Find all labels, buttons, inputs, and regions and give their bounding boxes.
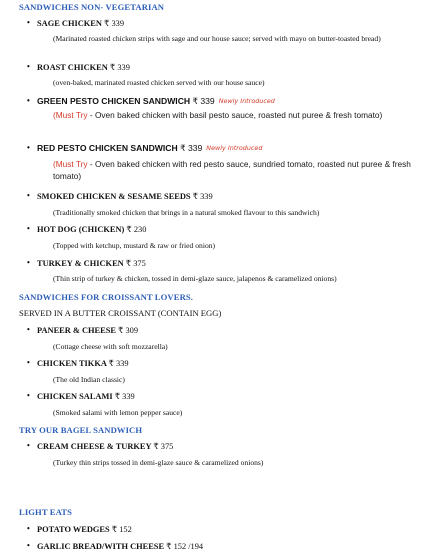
bullet: • bbox=[27, 258, 30, 267]
item-name: POTATO WEDGES bbox=[37, 525, 110, 534]
menu-item-green-pesto bbox=[27, 96, 275, 107]
item-name: PANEER & CHEESE bbox=[37, 326, 116, 335]
bullet: • bbox=[27, 191, 30, 200]
item-name: SAGE CHICKEN bbox=[37, 19, 102, 28]
item-name: RED PESTO CHICKEN SANDWICH bbox=[37, 143, 178, 153]
bullet: • bbox=[27, 441, 30, 450]
bullet: • bbox=[27, 18, 30, 27]
section-heading-non-veg: SANDWICHES NON- VEGETARIAN bbox=[19, 2, 165, 12]
item-description: (oven-baked, marinated roasted chicken served with our house sauce) bbox=[53, 78, 265, 87]
item-name: CHICKEN SALAMI bbox=[37, 392, 113, 401]
item-description bbox=[53, 159, 418, 182]
description-text: - Oven baked chicken with basil pesto sauce, roasted nut puree & fresh tomato) bbox=[87, 110, 383, 120]
bullet: • bbox=[27, 96, 30, 105]
item-description: (The old Indian classic) bbox=[53, 375, 125, 384]
item-price: ₹ 309 bbox=[118, 326, 139, 335]
item-name: CREAM CHEESE & TURKEY bbox=[37, 442, 152, 451]
item-description: (Turkey thin strips tossed in demi-glaze sauce & caramelized onions) bbox=[53, 458, 264, 467]
description-text: - Oven baked chicken with red pesto sauce, sundried tomato, roasted nut puree & fresh tomato) bbox=[53, 159, 411, 181]
newly-introduced-tag: Newly Introduced bbox=[218, 97, 275, 105]
item-name: CHICKEN TIKKA bbox=[37, 359, 107, 368]
item-description: (Marinated roasted chicken strips with sage and our house sauce; served with mayo on butter-toasted bread) bbox=[53, 34, 381, 43]
menu-item-hot-dog bbox=[27, 224, 147, 234]
menu-item-smoked-chicken bbox=[27, 191, 213, 201]
menu-item-garlic-bread bbox=[27, 541, 204, 551]
section-heading-croissant: SANDWICHES FOR CROISSANT LOVERS. bbox=[19, 292, 194, 302]
item-description: (Thin strip of turkey & chicken, tossed in demi-glaze sauce, jalapenos & caramelized onions) bbox=[53, 274, 337, 283]
menu-item-chicken-salami bbox=[27, 391, 135, 401]
item-name: ROAST CHICKEN bbox=[37, 63, 108, 72]
item-price: ₹ 339 bbox=[114, 392, 135, 401]
item-name: GARLIC BREAD/WITH CHEESE bbox=[37, 542, 165, 551]
menu-item-red-pesto bbox=[27, 143, 263, 154]
item-price: ₹ 339 bbox=[109, 63, 130, 72]
bullet: • bbox=[27, 541, 30, 550]
item-price: ₹ 339 bbox=[192, 96, 215, 106]
item-price: ₹ 339 bbox=[104, 19, 125, 28]
item-price: ₹ 339 bbox=[192, 192, 213, 201]
item-price: ₹ 152 /194 bbox=[166, 542, 204, 551]
menu-item-paneer-cheese bbox=[27, 325, 139, 335]
item-description: (Traditionally smoked chicken that brings in a natural smoked flavour to this sandwich) bbox=[53, 208, 320, 217]
section-heading-light-eats: LIGHT EATS bbox=[19, 507, 72, 517]
item-price: ₹ 375 bbox=[153, 442, 174, 451]
item-description: (Cottage cheese with soft mozzarella) bbox=[53, 342, 168, 351]
item-description bbox=[53, 110, 418, 122]
bullet: • bbox=[27, 143, 30, 152]
bullet: • bbox=[27, 62, 30, 71]
menu-item-chicken-tikka bbox=[27, 358, 129, 368]
item-name: SMOKED CHICKEN & SESAME SEEDS bbox=[37, 192, 191, 201]
must-try-label: (Must Try bbox=[53, 159, 88, 169]
item-description: (Smoked salami with lemon pepper sauce) bbox=[53, 408, 183, 417]
bullet: • bbox=[27, 224, 30, 233]
item-name: GREEN PESTO CHICKEN SANDWICH bbox=[37, 96, 191, 106]
item-description: (Topped with ketchup, mustard & raw or fried onion) bbox=[53, 241, 216, 250]
menu-item-roast-chicken bbox=[27, 62, 130, 72]
item-price: ₹ 152 bbox=[111, 525, 132, 534]
bullet: • bbox=[27, 524, 30, 533]
section-heading-bagel: TRY OUR BAGEL SANDWICH bbox=[19, 425, 143, 435]
newly-introduced-tag: Newly Introduced bbox=[206, 144, 263, 152]
item-price: ₹ 230 bbox=[126, 225, 147, 234]
menu-item-cream-cheese-turkey bbox=[27, 441, 174, 451]
must-try-label: (Must Try bbox=[53, 110, 88, 120]
bullet: • bbox=[27, 358, 30, 367]
item-price: ₹ 339 bbox=[180, 143, 203, 153]
croissant-note: SERVED IN A BUTTER CROISSANT (CONTAIN EGG) bbox=[19, 308, 222, 318]
menu-item-potato-wedges bbox=[27, 524, 132, 534]
item-price: ₹ 339 bbox=[108, 359, 129, 368]
item-price: ₹ 375 bbox=[125, 259, 146, 268]
menu-item-sage-chicken bbox=[27, 18, 125, 28]
bullet: • bbox=[27, 325, 30, 334]
menu-item-turkey-chicken bbox=[27, 258, 146, 268]
item-name: HOT DOG (CHICKEN) bbox=[37, 225, 125, 234]
bullet: • bbox=[27, 391, 30, 400]
item-name: TURKEY & CHICKEN bbox=[37, 259, 124, 268]
